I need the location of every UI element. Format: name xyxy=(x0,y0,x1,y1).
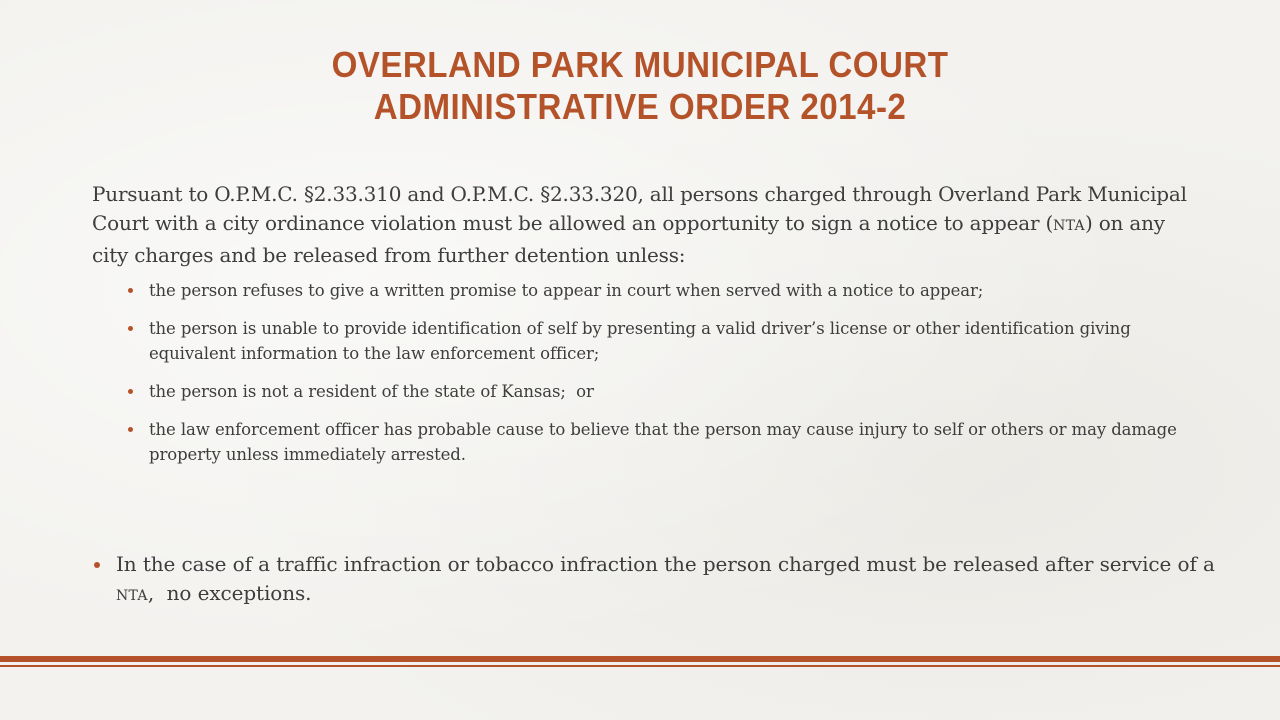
condition-item xyxy=(128,316,1208,366)
condition-item xyxy=(128,417,1208,467)
intro-abbr: NTA xyxy=(1053,218,1085,234)
intro-text-after: ) on any city charges and be released from further detention unless: xyxy=(92,211,1165,267)
footer-rule-thin xyxy=(0,665,1280,667)
bullet-icon xyxy=(128,389,133,394)
condition-text: the law enforcement officer has probable cause to believe that the person may cause injury to self or others or may damage property unless immediately arrested. xyxy=(149,420,1177,464)
traffic-note xyxy=(94,550,1216,611)
conditions-list xyxy=(128,278,1208,480)
traffic-text-after: , no exceptions. xyxy=(147,581,312,605)
footer-rule-thick xyxy=(0,656,1280,662)
bullet-icon xyxy=(128,326,133,331)
condition-item xyxy=(128,379,1208,404)
condition-text: the person is not a resident of the state of Kansas; or xyxy=(149,382,594,401)
intro-text-before: Pursuant to O.P.M.C. §2.33.310 and O.P.M.C. §2.33.320, all persons charged through Overland Park Municipal Court with a city ordinance violation must be allowed an opportunity to sign a notice to appear ( xyxy=(92,182,1187,235)
condition-text: the person refuses to give a written promise to appear in court when served with a notice to appear; xyxy=(149,281,984,300)
traffic-abbr: NTA xyxy=(116,588,148,604)
title-line-1: OVERLAND PARK MUNICIPAL COURT xyxy=(331,44,949,85)
condition-text: the person is unable to provide identification of self by presenting a valid driver’s license or other identification giving equivalent information to the law enforcement officer; xyxy=(149,319,1131,363)
condition-item xyxy=(128,278,1208,303)
bullet-icon xyxy=(128,288,133,293)
traffic-text-before: In the case of a traffic infraction or tobacco infraction the person charged must be released after service of a xyxy=(116,552,1215,576)
title-line-2: ADMINISTRATIVE ORDER 2014-2 xyxy=(373,86,907,127)
bullet-icon xyxy=(94,562,100,568)
intro-paragraph xyxy=(92,180,1192,270)
bullet-icon xyxy=(128,427,133,432)
slide-title xyxy=(180,44,1100,128)
